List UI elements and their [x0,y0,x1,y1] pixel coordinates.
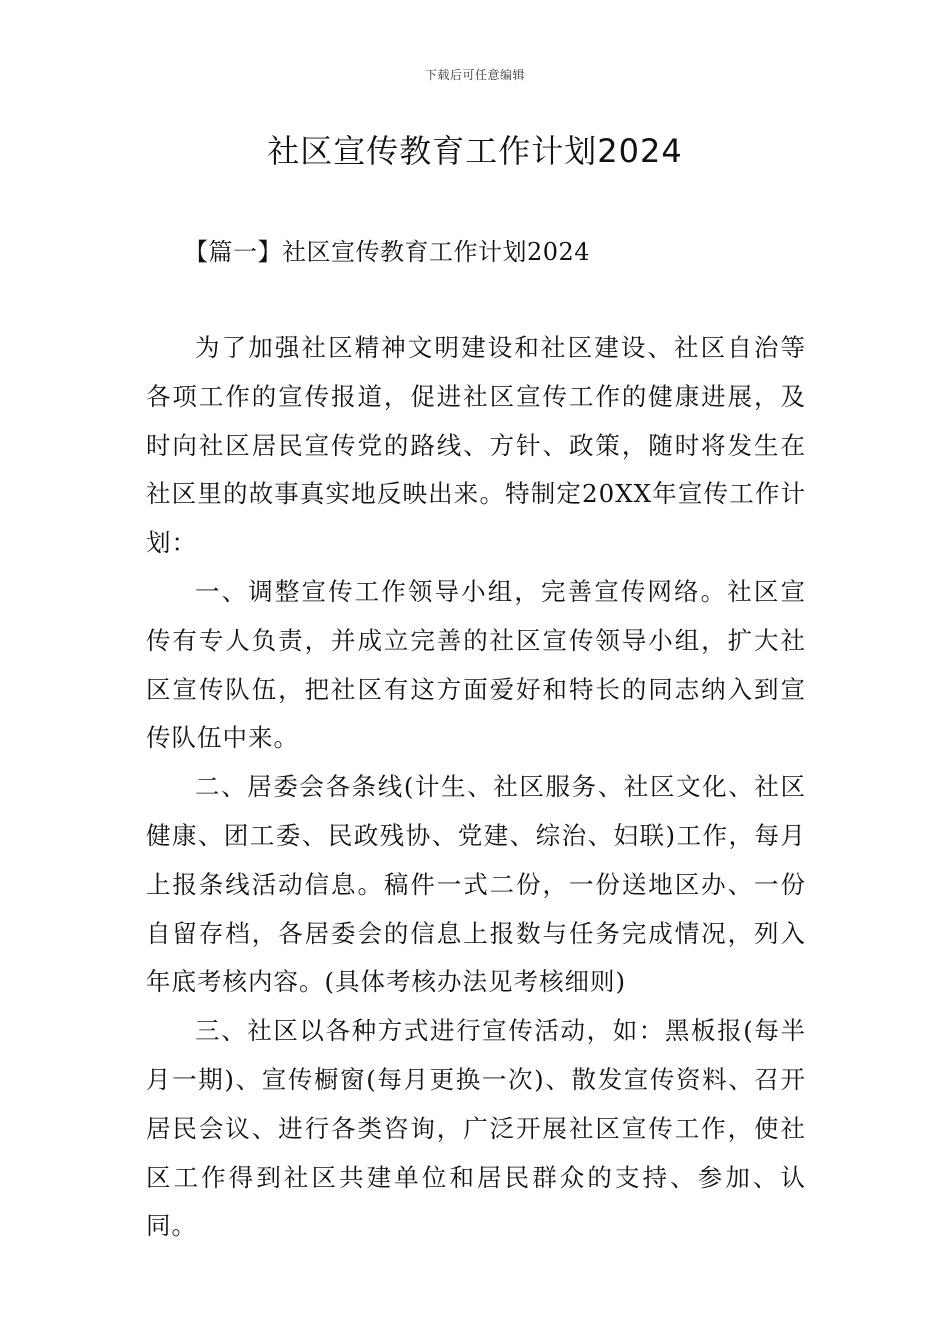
document-title: 社区宣传教育工作计划2024 [267,132,683,170]
paragraph-item-3: 三、社区以各种方式进行宣传活动，如：黑板报(每半月一期)、宣传橱窗(每月更换一次)、散发宣传资料、召开居民会议、进行各类咨询，广泛开展社区宣传工作，使社区工作得到社区共建单位和居民群众的支持、参加、认同。 [146,1016,806,1241]
header-note: 下载后可任意编辑 [424,68,525,82]
paragraph-item-2: 二、居委会各条线(计生、社区服务、社区文化、社区健康、团工委、民政残协、党建、综治、妇联)工作，每月上报条线活动信息。稿件一式二份，一份送地区办、一份自留存档，各居委会的信息上报数与任务完成情况，列入年底考核内容。(具体考核办法见考核细则) [146,772,806,997]
section-heading: 【篇一】社区宣传教育工作计划2024 [184,238,591,266]
document-body [146,324,806,1251]
paragraph-item-1: 一、调整宣传工作领导小组，完善宣传网络。社区宣传有专人负责，并成立完善的社区宣传领导小组，扩大社区宣传队伍，把社区有这方面爱好和特长的同志纳入到宣传队伍中来。 [146,576,806,753]
paragraph-intro: 为了加强社区精神文明建设和社区建设、社区自治等各项工作的宣传报道，促进社区宣传工作的健康进展，及时向社区居民宣传党的路线、方针、政策，随时将发生在社区里的故事真实地反映出来。特制定20XX年宣传工作计划： [146,333,806,558]
